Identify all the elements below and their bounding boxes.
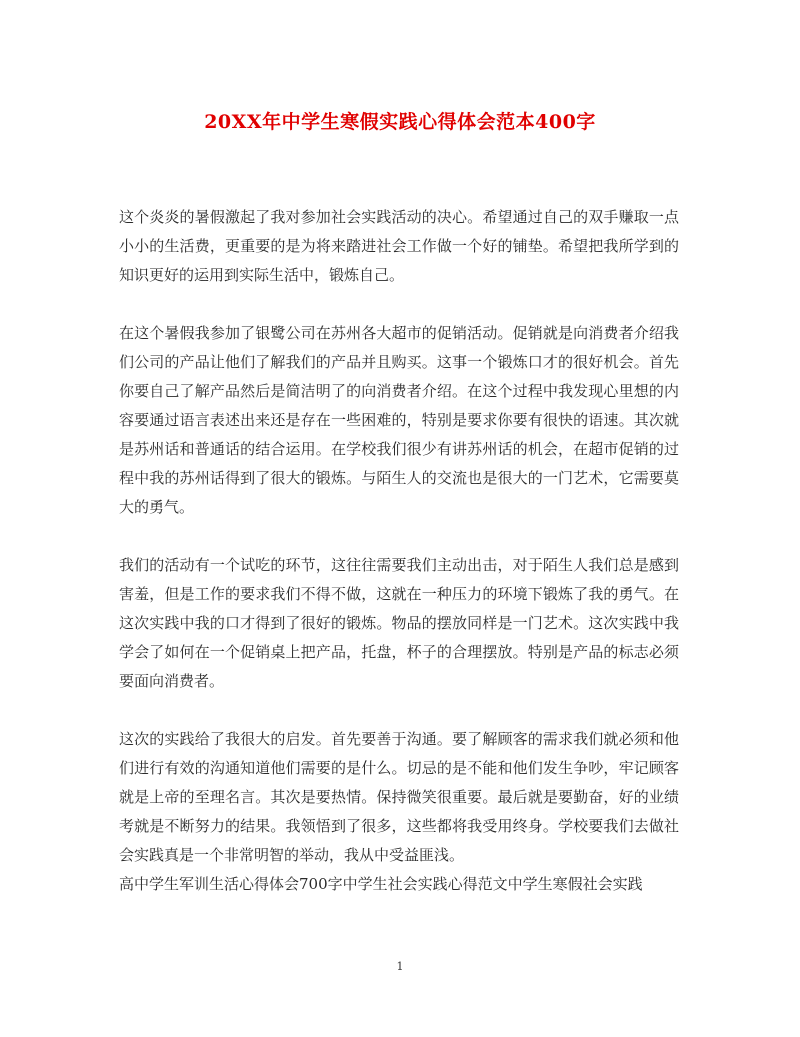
document-title: 20XX年中学生寒假实践心得体会范本400字	[204, 111, 596, 133]
paragraph-1: 这个炎炎的暑假激起了我对参加社会实践活动的决心。希望通过自己的双手赚取一点小小的生活费，更重要的是为将来踏进社会工作做一个好的铺垫。希望把我所学到的知识更好的运用到实际生活中，锻炼自己。	[119, 208, 679, 284]
paragraph-3: 我们的活动有一个试吃的环节，这往往需要我们主动出击，对于陌生人我们总是感到害羞，但是工作的要求我们不得不做，这就在一种压力的环境下锻炼了我的勇气。在这次实践中我的口才得到了很好的锻炼。物品的摆放同样是一门艺术。这次实践中我学会了如何在一个促销桌上把产品，托盘，杯子的合理摆放。特别是产品的标志必须要面向消费者。	[119, 556, 679, 690]
document-body	[119, 203, 679, 899]
paragraph-2: 在这个暑假我参加了银鹭公司在苏州各大超市的促销活动。促销就是向消费者介绍我们公司的产品让他们了解我们的产品并且购买。这事一个锻炼口才的很好机会。首先你要自己了解产品然后是简洁明了的向消费者介绍。在这个过程中我发现心里想的内容要通过语言表述出来还是存在一些困难的，特别是要求你要有很快的语速。其次就是苏州话和普通话的结合运用。在学校我们很少有讲苏州话的机会，在超市促销的过程中我的苏州话得到了很大的锻炼。与陌生人的交流也是很大的一门艺术，它需要莫大的勇气。	[119, 324, 679, 516]
paragraph-4: 这次的实践给了我很大的启发。首先要善于沟通。要了解顾客的需求我们就必须和他们进行有效的沟通知道他们需要的是什么。切忌的是不能和他们发生争吵，牢记顾客就是上帝的至理名言。其次是要热情。保持微笑很重要。最后就是要勤奋，好的业绩考就是不断努力的结果。我领悟到了很多，这些都将我受用终身。学校要我们去做社会实践真是一个非常明智的举动，我从中受益匪浅。	[119, 730, 679, 864]
related-articles-text: 高中学生军训生活心得体会700字中学生社会实践心得范文中学生寒假社会实践	[119, 875, 643, 893]
page-number: 1	[396, 960, 404, 973]
